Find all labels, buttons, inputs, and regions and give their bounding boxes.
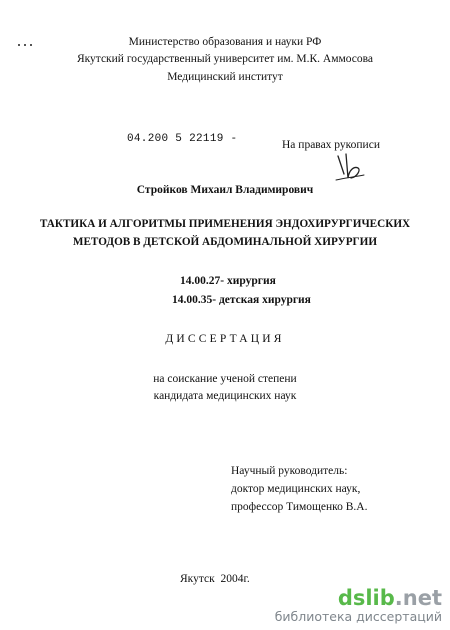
degree-line-1: на соискание ученой степени bbox=[153, 373, 297, 385]
watermark-logo: dslib.net bbox=[337, 586, 442, 610]
author-name: Стройков Михаил Владимирович bbox=[136, 184, 314, 196]
specialty-1: 14.00.27- хирургия bbox=[180, 275, 276, 287]
signature-image bbox=[334, 150, 366, 184]
supervisor-name: профессор Тимощенко В.А. bbox=[231, 501, 368, 513]
place-year: Якутск 2004г. bbox=[180, 573, 250, 585]
university-line: Якутский государственный университет им. М.К. Аммосова bbox=[76, 53, 374, 65]
title-line-2: МЕТОДОВ В ДЕТСКОЙ АБДОМИНАЛЬНОЙ ХИРУРГИИ bbox=[72, 236, 378, 248]
watermark bbox=[275, 587, 442, 624]
degree-line-2: кандидата медицинских наук bbox=[153, 390, 297, 402]
specialty-2: 14.00.35- детская хирургия bbox=[172, 294, 311, 306]
institute-line: Медицинский институт bbox=[167, 71, 283, 83]
supervisor-label: Научный руководитель: bbox=[231, 465, 348, 477]
title-line-1: ТАКТИКА И АЛГОРИТМЫ ПРИМЕНЕНИЯ ЭНДОХИРУРГИЧЕСКИХ bbox=[39, 218, 411, 230]
supervisor-degree: доктор медицинских наук, bbox=[231, 483, 361, 495]
watermark-subtitle: библиотека диссертаций bbox=[274, 609, 442, 624]
catalog-number: 04.200 5 22119 - bbox=[127, 133, 238, 145]
rights-notice: На правах рукописи bbox=[282, 139, 380, 151]
document-type: ДИССЕРТАЦИЯ bbox=[165, 333, 285, 345]
ministry-line: Министерство образования и науки РФ bbox=[128, 36, 322, 48]
